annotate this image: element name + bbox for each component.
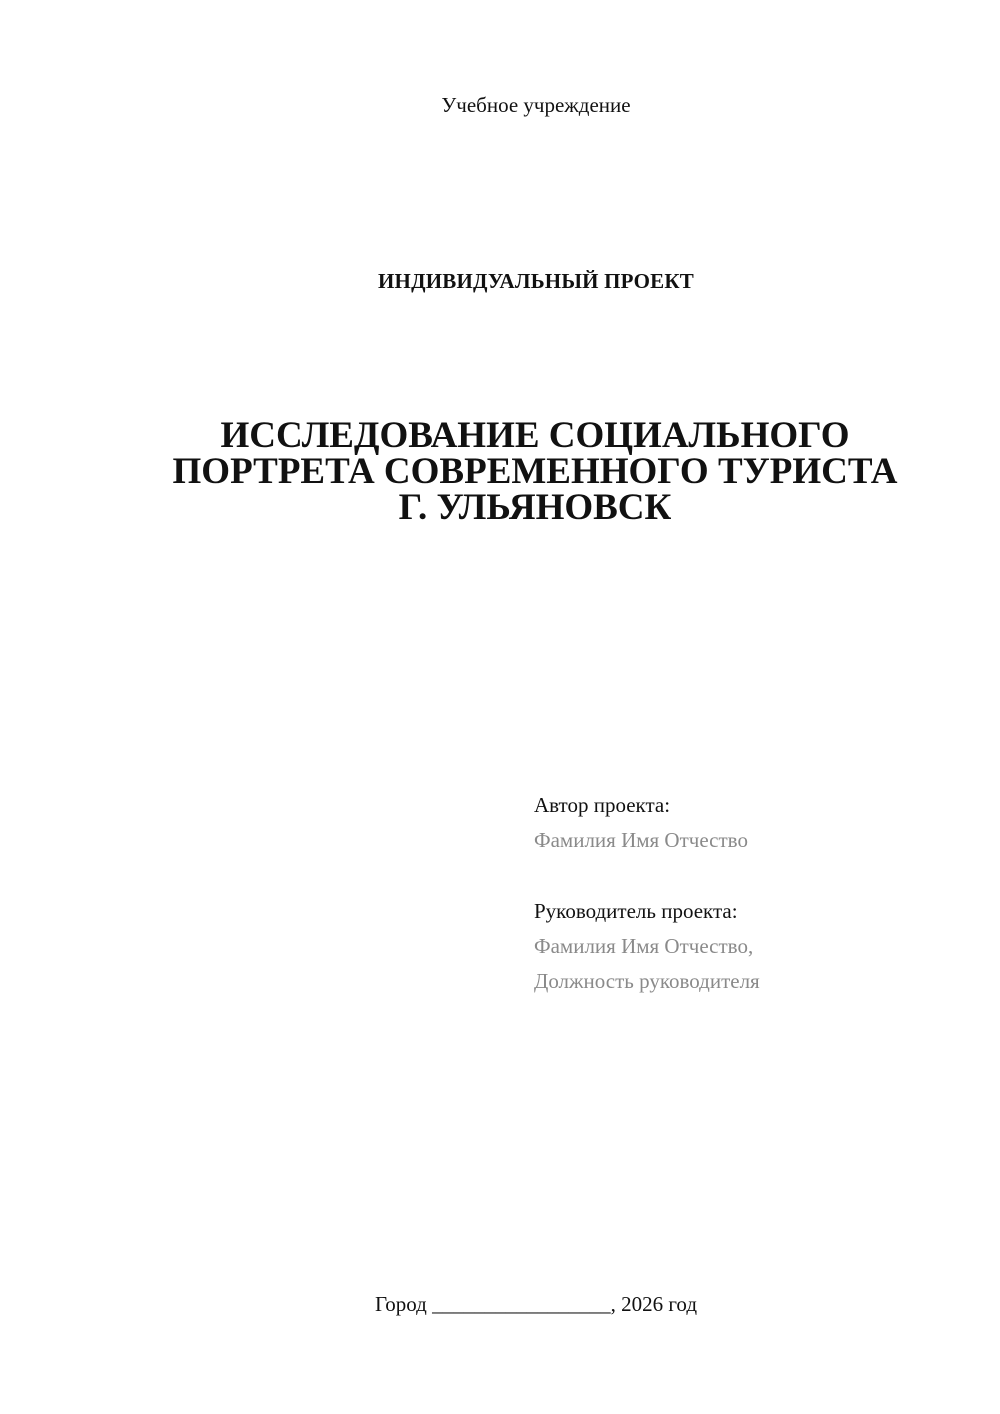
city-year-line: Город _________________, 2026 год xyxy=(374,1292,698,1316)
project-title-line-1: ИССЛЕДОВАНИЕ СОЦИАЛЬНОГО xyxy=(220,415,850,456)
supervisor-position: Должность руководителя xyxy=(534,969,760,993)
institution-name: Учебное учреждение xyxy=(441,93,631,117)
section-spacer xyxy=(534,858,974,894)
project-title xyxy=(140,415,930,528)
author-name: Фамилия Имя Отчество xyxy=(534,828,748,852)
project-info xyxy=(534,788,974,999)
supervisor-label: Руководитель проекта: xyxy=(534,899,738,923)
supervisor-name: Фамилия Имя Отчество, xyxy=(534,934,754,958)
document-type: ИНДИВИДУАЛЬНЫЙ ПРОЕКТ xyxy=(378,269,694,293)
author-label: Автор проекта: xyxy=(534,793,671,817)
project-title-line-2: ПОРТРЕТА СОВРЕМЕННОГО ТУРИСТА xyxy=(172,451,898,492)
project-title-line-3: Г. УЛЬЯНОВСК xyxy=(398,487,672,528)
